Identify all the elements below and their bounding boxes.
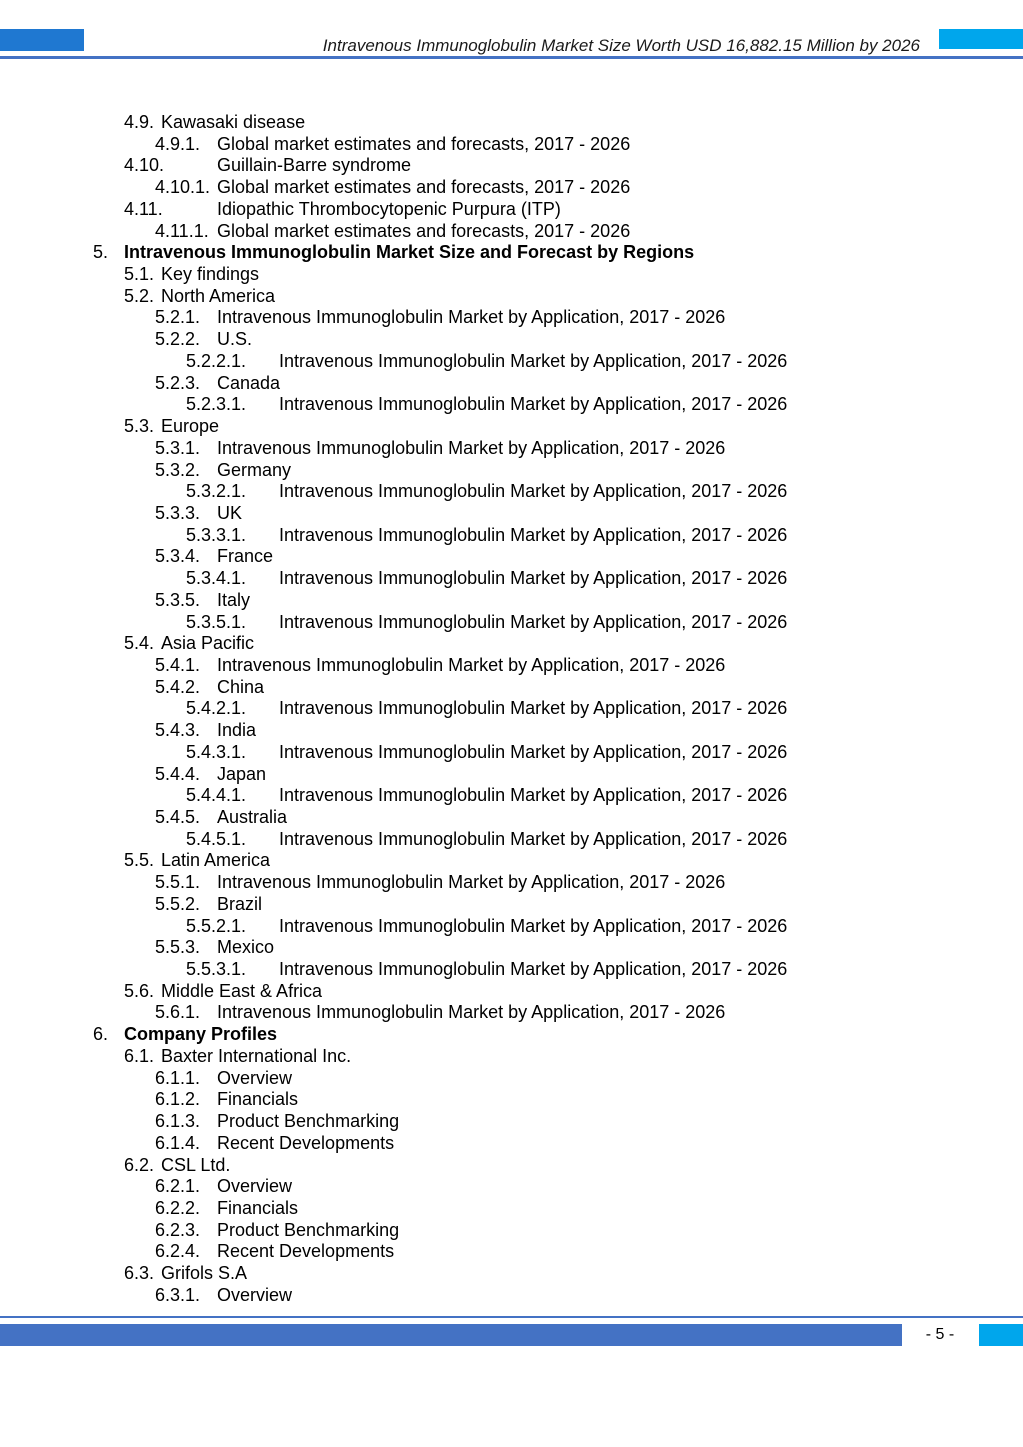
toc-entry-number: 5.2. [124,285,155,306]
toc-entry [0,720,1023,742]
toc-entry [0,677,1023,699]
toc-entry [0,1024,1023,1046]
toc-entry [0,373,1023,395]
toc-entry-title: Global market estimates and forecasts, 2017 - 2026 [217,133,631,154]
toc-entry-title: CSL Ltd. [161,1154,231,1175]
toc-entry [0,807,1023,829]
toc-entry-title: Global market estimates and forecasts, 2017 - 2026 [217,220,631,241]
toc-entry-number: 5.3.3.1. [186,524,247,545]
toc-entry [0,1002,1023,1024]
toc-entry [0,329,1023,351]
toc-entry [0,894,1023,916]
toc-entry-title: Intravenous Immunoglobulin Market by Application, 2017 - 2026 [279,524,788,545]
toc-entry-number: 5.2.3. [155,372,201,393]
toc-entry-title: France [217,546,274,567]
toc-entry-title: Product Benchmarking [217,1219,400,1240]
toc-entry [0,764,1023,786]
toc-entry [0,112,1023,134]
toc-entry-number: 5.5.1. [155,872,201,893]
toc-entry-number: 4.11. [124,198,163,219]
toc-entry-number: 5.3.3. [155,502,201,523]
toc-entry [0,1176,1023,1198]
toc-entry [0,242,1023,264]
toc-entry [0,1155,1023,1177]
toc-entry-number: 5.6.1. [155,1002,201,1023]
toc-entry [0,155,1023,177]
toc-entry-title: Key findings [161,264,260,285]
toc-entry-title: Intravenous Immunoglobulin Market by Application, 2017 - 2026 [279,915,788,936]
toc-entry [0,1241,1023,1263]
toc-entry [0,916,1023,938]
toc-entry-number: 5.2.2. [155,329,201,350]
header-accent-right [939,29,1023,49]
toc-entry-number: 5.3.1. [155,437,201,458]
toc-entry [0,785,1023,807]
toc-entry-number: 5.4.2.1. [186,698,247,719]
toc-entry-number: 5.4.4. [155,763,201,784]
toc-entry-number: 5.2.3.1. [186,394,247,415]
toc-entry [0,959,1023,981]
toc-entry-number: 5.5.2. [155,893,201,914]
toc-entry-title: U.S. [217,329,253,350]
toc-entry-number: 5.3.4.1. [186,568,247,589]
toc-entry [0,1263,1023,1285]
toc-entry-number: 5.4.2. [155,676,201,697]
toc-entry-number: 6.1.1. [155,1067,201,1088]
toc-entry [0,590,1023,612]
toc-entry-number: 5.3.2.1. [186,481,247,502]
toc-entry [0,872,1023,894]
toc-entry-title: Intravenous Immunoglobulin Market by Application, 2017 - 2026 [279,959,788,980]
toc-entry-number: 5.2.2.1. [186,350,247,371]
toc-entry [0,1220,1023,1242]
toc-entry [0,1285,1023,1307]
toc-entry-number: 5.5.3.1. [186,959,247,980]
toc-entry-title: Financials [217,1089,299,1110]
toc-entry [0,1133,1023,1155]
toc-entry-number: 5.3.2. [155,459,201,480]
toc-entry [0,981,1023,1003]
toc-entry-title: UK [217,502,243,523]
toc-entry [0,568,1023,590]
toc-entry-title: Intravenous Immunoglobulin Market by Application, 2017 - 2026 [217,307,726,328]
toc-entry [0,481,1023,503]
toc-entry-title: Recent Developments [217,1241,395,1262]
toc-entry-number: 4.11.1. [155,220,209,241]
footer-accent-right [979,1324,1023,1346]
toc-entry-title: Mexico [217,937,275,958]
toc-entry-number: 6.2.4. [155,1241,201,1262]
toc-entry [0,286,1023,308]
toc-entry-title: Japan [217,763,267,784]
toc-entry-title: Intravenous Immunoglobulin Market by Application, 2017 - 2026 [279,828,788,849]
toc-entry-number: 6.1.4. [155,1132,201,1153]
toc-entry [0,546,1023,568]
toc-entry [0,1089,1023,1111]
toc-entry-title: Guillain-Barre syndrome [217,155,412,176]
toc-entry-number: 5.3.4. [155,546,201,567]
page-number: - 5 - [925,1326,955,1343]
toc-entry-number: 5.2.1. [155,307,201,328]
toc-entry-title: Overview [217,1284,293,1305]
toc-entry-number: 5.3. [124,416,155,437]
toc-entry-title: Intravenous Immunoglobulin Market by Application, 2017 - 2026 [279,350,788,371]
toc-entry-title: Europe [161,416,220,437]
toc-entry-title: Germany [217,459,292,480]
toc-entry-number: 5.1. [124,264,155,285]
toc-entry [0,199,1023,221]
toc-entry-title: Intravenous Immunoglobulin Market by Application, 2017 - 2026 [279,394,788,415]
toc-entry-title: Global market estimates and forecasts, 2017 - 2026 [217,177,631,198]
toc-entry-title: Kawasaki disease [161,112,306,132]
toc-entry-title: Idiopathic Thrombocytopenic Purpura (ITP) [217,198,561,219]
toc-entry [0,221,1023,243]
toc-entry-number: 5.3.5.1. [186,611,247,632]
toc-entry-number: 5. [93,242,109,263]
toc-entry-number: 5.4.5. [155,807,201,827]
toc-entry-number: 6.3.1. [155,1284,201,1305]
toc-entry-title: Intravenous Immunoglobulin Market by Application, 2017 - 2026 [279,698,788,719]
toc-entry-number: 6.2.2. [155,1197,201,1218]
toc-entry-number: 6.1. [124,1045,155,1066]
toc-entry [0,438,1023,460]
toc-entry-number: 6.3. [124,1263,155,1284]
toc-entry-number: 4.9.1. [155,133,201,154]
footer-rule [0,1316,1023,1318]
toc-entry [0,1068,1023,1090]
toc-entry-title: Italy [217,589,251,610]
toc-entry [0,307,1023,329]
toc-entry-number: 4.9. [124,112,155,132]
toc-entry-title: Overview [217,1176,293,1197]
toc-entry-number: 5.4. [124,633,155,654]
toc-entry [0,1198,1023,1220]
toc-entry [0,742,1023,764]
toc-entry-number: 6.1.2. [155,1089,201,1110]
toc-entry-number: 5.4.1. [155,654,201,675]
toc-entry-number: 6. [93,1024,109,1045]
toc-entry-number: 6.2.3. [155,1219,201,1240]
toc-entry-number: 6.2.1. [155,1176,201,1197]
toc-entry-number: 5.5. [124,850,155,871]
toc-entry [0,698,1023,720]
toc-entry [0,655,1023,677]
toc-entry-title: China [217,676,265,697]
toc-entry-title: Overview [217,1067,293,1088]
toc-entry [0,1111,1023,1133]
toc-entry-title: North America [161,285,276,306]
toc-entry-title: Intravenous Immunoglobulin Market by Application, 2017 - 2026 [217,872,726,893]
toc-entry-title: Brazil [217,893,263,914]
toc-entry-number: 6.2. [124,1154,155,1175]
toc-entry-title: Intravenous Immunoglobulin Market by Application, 2017 - 2026 [217,437,726,458]
header-rule [0,56,1023,59]
toc-entry-title: Intravenous Immunoglobulin Market Size and Forecast by Regions [124,242,695,263]
toc-entry-number: 5.3.5. [155,589,201,610]
toc-entry [0,503,1023,525]
toc-entry-title: Asia Pacific [161,633,255,654]
toc-entry [0,460,1023,482]
toc-entry-number: 5.5.3. [155,937,201,958]
toc-entry-title: Intravenous Immunoglobulin Market by Application, 2017 - 2026 [217,1002,726,1023]
toc-entry [0,416,1023,438]
toc-entry-number: 5.4.3. [155,720,201,741]
toc-entry-title: Intravenous Immunoglobulin Market by Application, 2017 - 2026 [217,654,726,675]
toc-entry-number: 5.4.4.1. [186,785,247,806]
toc-entry [0,850,1023,872]
toc-entry-title: Intravenous Immunoglobulin Market by Application, 2017 - 2026 [279,611,788,632]
toc-entry-number: 5.5.2.1. [186,915,247,936]
page-header-title: Intravenous Immunoglobulin Market Size Worth USD 16,882.15 Million by 2026 [322,36,920,55]
toc-entry-title: Intravenous Immunoglobulin Market by Application, 2017 - 2026 [279,481,788,502]
toc-entry [0,394,1023,416]
footer-bar [0,1324,902,1346]
toc-entry [0,612,1023,634]
toc-entry-title: Baxter International Inc. [161,1045,352,1066]
toc-entry [0,1046,1023,1068]
table-of-contents [0,112,1023,1307]
toc-entry-title: Canada [217,372,281,393]
toc-entry [0,937,1023,959]
toc-entry-title: Latin America [161,850,271,871]
toc-entry-title: Intravenous Immunoglobulin Market by Application, 2017 - 2026 [279,741,788,762]
toc-entry [0,351,1023,373]
toc-entry [0,633,1023,655]
toc-entry [0,177,1023,199]
toc-entry-number: 6.1.3. [155,1111,201,1132]
toc-entry-title: Australia [217,807,288,827]
toc-entry-number: 5.6. [124,980,155,1001]
toc-entry-title: Grifols S.A [161,1263,248,1284]
toc-entry-title: Middle East & Africa [161,980,323,1001]
toc-entry-number: 5.4.3.1. [186,741,247,762]
toc-entry-title: Recent Developments [217,1132,395,1153]
toc-entry-number: 4.10.1. [155,177,211,198]
toc-entry [0,264,1023,286]
toc-entry [0,134,1023,156]
toc-entry-title: Company Profiles [124,1024,278,1045]
toc-entry [0,829,1023,851]
toc-entry-title: Intravenous Immunoglobulin Market by Application, 2017 - 2026 [279,568,788,589]
toc-entry-number: 4.10. [124,155,165,176]
toc-entry-title: Intravenous Immunoglobulin Market by Application, 2017 - 2026 [279,785,788,806]
toc-entry-title: India [217,720,257,741]
toc-entry [0,525,1023,547]
toc-entry-title: Product Benchmarking [217,1111,400,1132]
toc-entry-number: 5.4.5.1. [186,828,247,849]
toc-entry-title: Financials [217,1197,299,1218]
